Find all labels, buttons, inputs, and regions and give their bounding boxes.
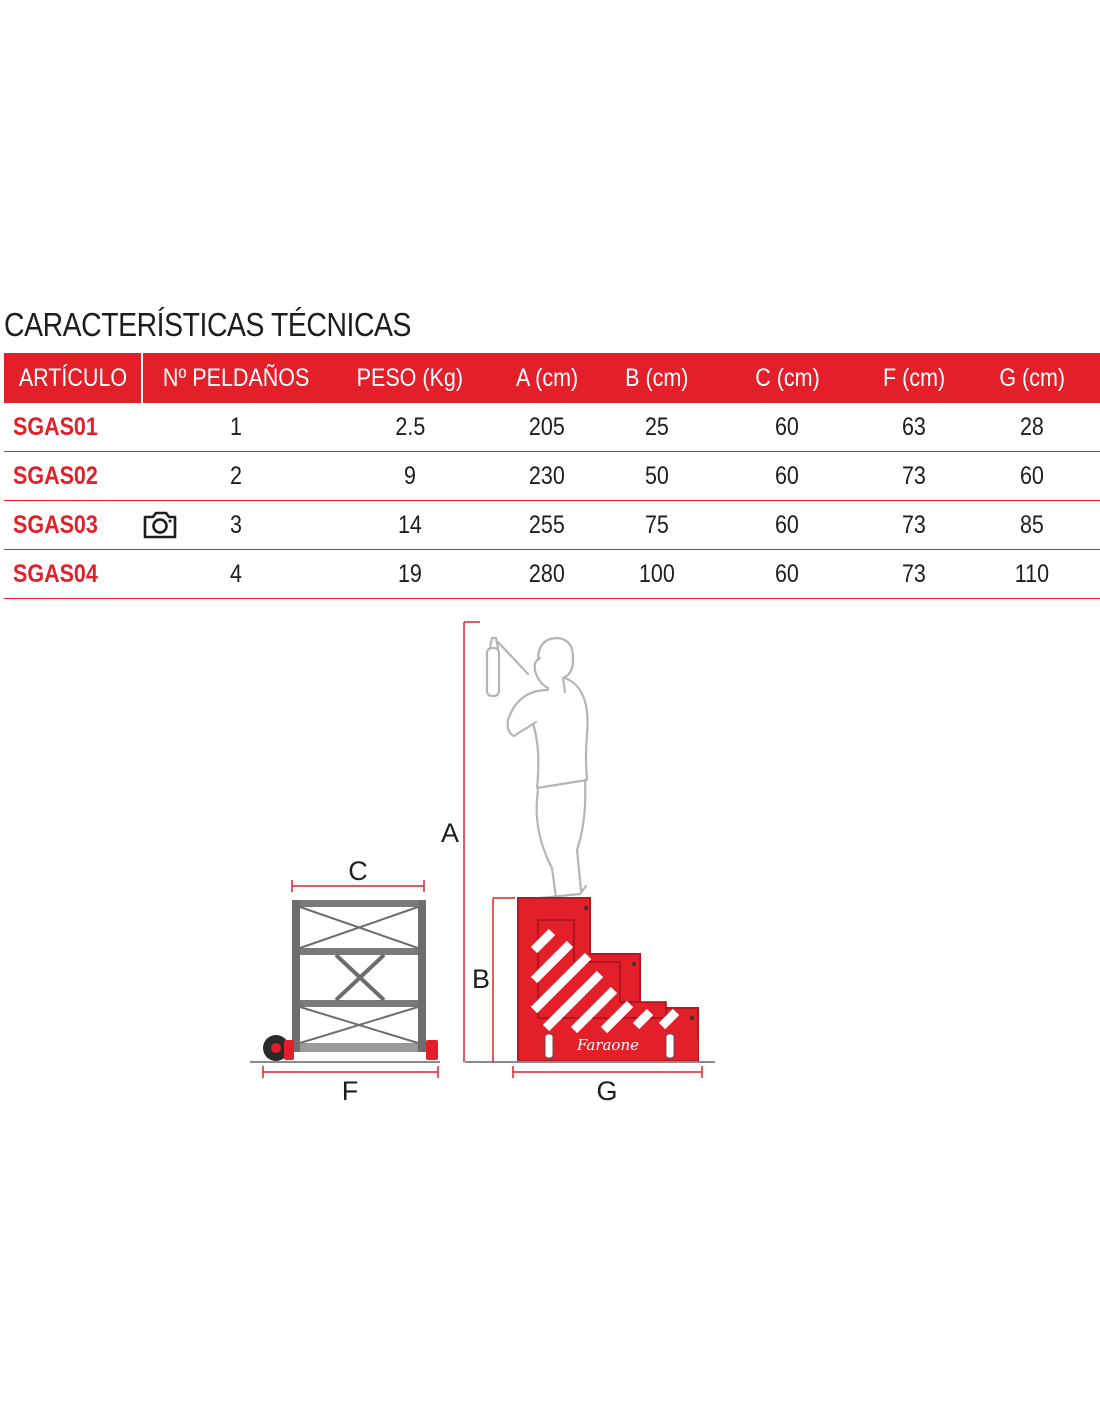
label-b: B [471,964,491,994]
b-cell: 100 [604,550,710,599]
table-header-row [4,353,1100,403]
weight-cell: 2.5 [330,403,490,452]
b-cell: 75 [604,501,710,550]
camera-icon[interactable] [142,509,178,541]
f-cell: 73 [864,452,964,501]
article-code: SGAS02 [4,452,142,501]
a-cell: 255 [490,501,604,550]
b-cell: 25 [604,403,710,452]
article-code: SGAS01 [4,403,142,452]
g-cell: 60 [964,452,1100,501]
c-cell: 60 [710,452,864,501]
person-illustration [487,638,588,898]
header-c: C (cm) [710,353,864,403]
label-g: G [596,1076,618,1106]
f-cell: 63 [864,403,964,452]
g-cell: 28 [964,403,1100,452]
header-peldanos: Nº PELDAÑOS [142,353,330,403]
steps-cell: 2 [142,452,330,501]
side-view-frame [263,900,438,1061]
header-articulo: ARTÍCULO [4,353,142,403]
weight-cell: 9 [330,452,490,501]
dimension-b [493,898,515,1062]
weight-cell: 14 [330,501,490,550]
weight-cell: 19 [330,550,490,599]
page-title: CARACTERÍSTICAS TÉCNICAS [4,306,412,343]
article-code: SGAS03 [4,501,142,550]
c-cell: 60 [710,550,864,599]
g-cell: 110 [964,550,1100,599]
label-f: F [341,1076,359,1106]
specs-table [4,353,1100,599]
a-cell: 280 [490,550,604,599]
a-cell: 205 [490,403,604,452]
header-peso: PESO (Kg) [330,353,490,403]
steps-cell: 4 [142,550,330,599]
dimension-diagram [0,600,1100,1120]
header-b: B (cm) [604,353,710,403]
table-row [4,403,1100,452]
a-cell: 230 [490,452,604,501]
b-cell: 50 [604,452,710,501]
table-row [4,501,1100,550]
steps-cell: 3 [142,501,330,550]
c-cell: 60 [710,403,864,452]
label-c: C [348,856,368,886]
header-g: G (cm) [964,353,1100,403]
article-code: SGAS04 [4,550,142,599]
table-row [4,452,1100,501]
step-stool [518,898,698,1060]
f-cell: 73 [864,550,964,599]
table-row [4,550,1100,599]
steps-cell: 1 [142,403,330,452]
label-a: A [440,818,460,848]
header-f: F (cm) [864,353,964,403]
c-cell: 60 [710,501,864,550]
dimension-a [464,622,480,1062]
header-a: A (cm) [490,353,604,403]
brand-logo: Faraone [576,1036,640,1054]
f-cell: 73 [864,501,964,550]
g-cell: 85 [964,501,1100,550]
